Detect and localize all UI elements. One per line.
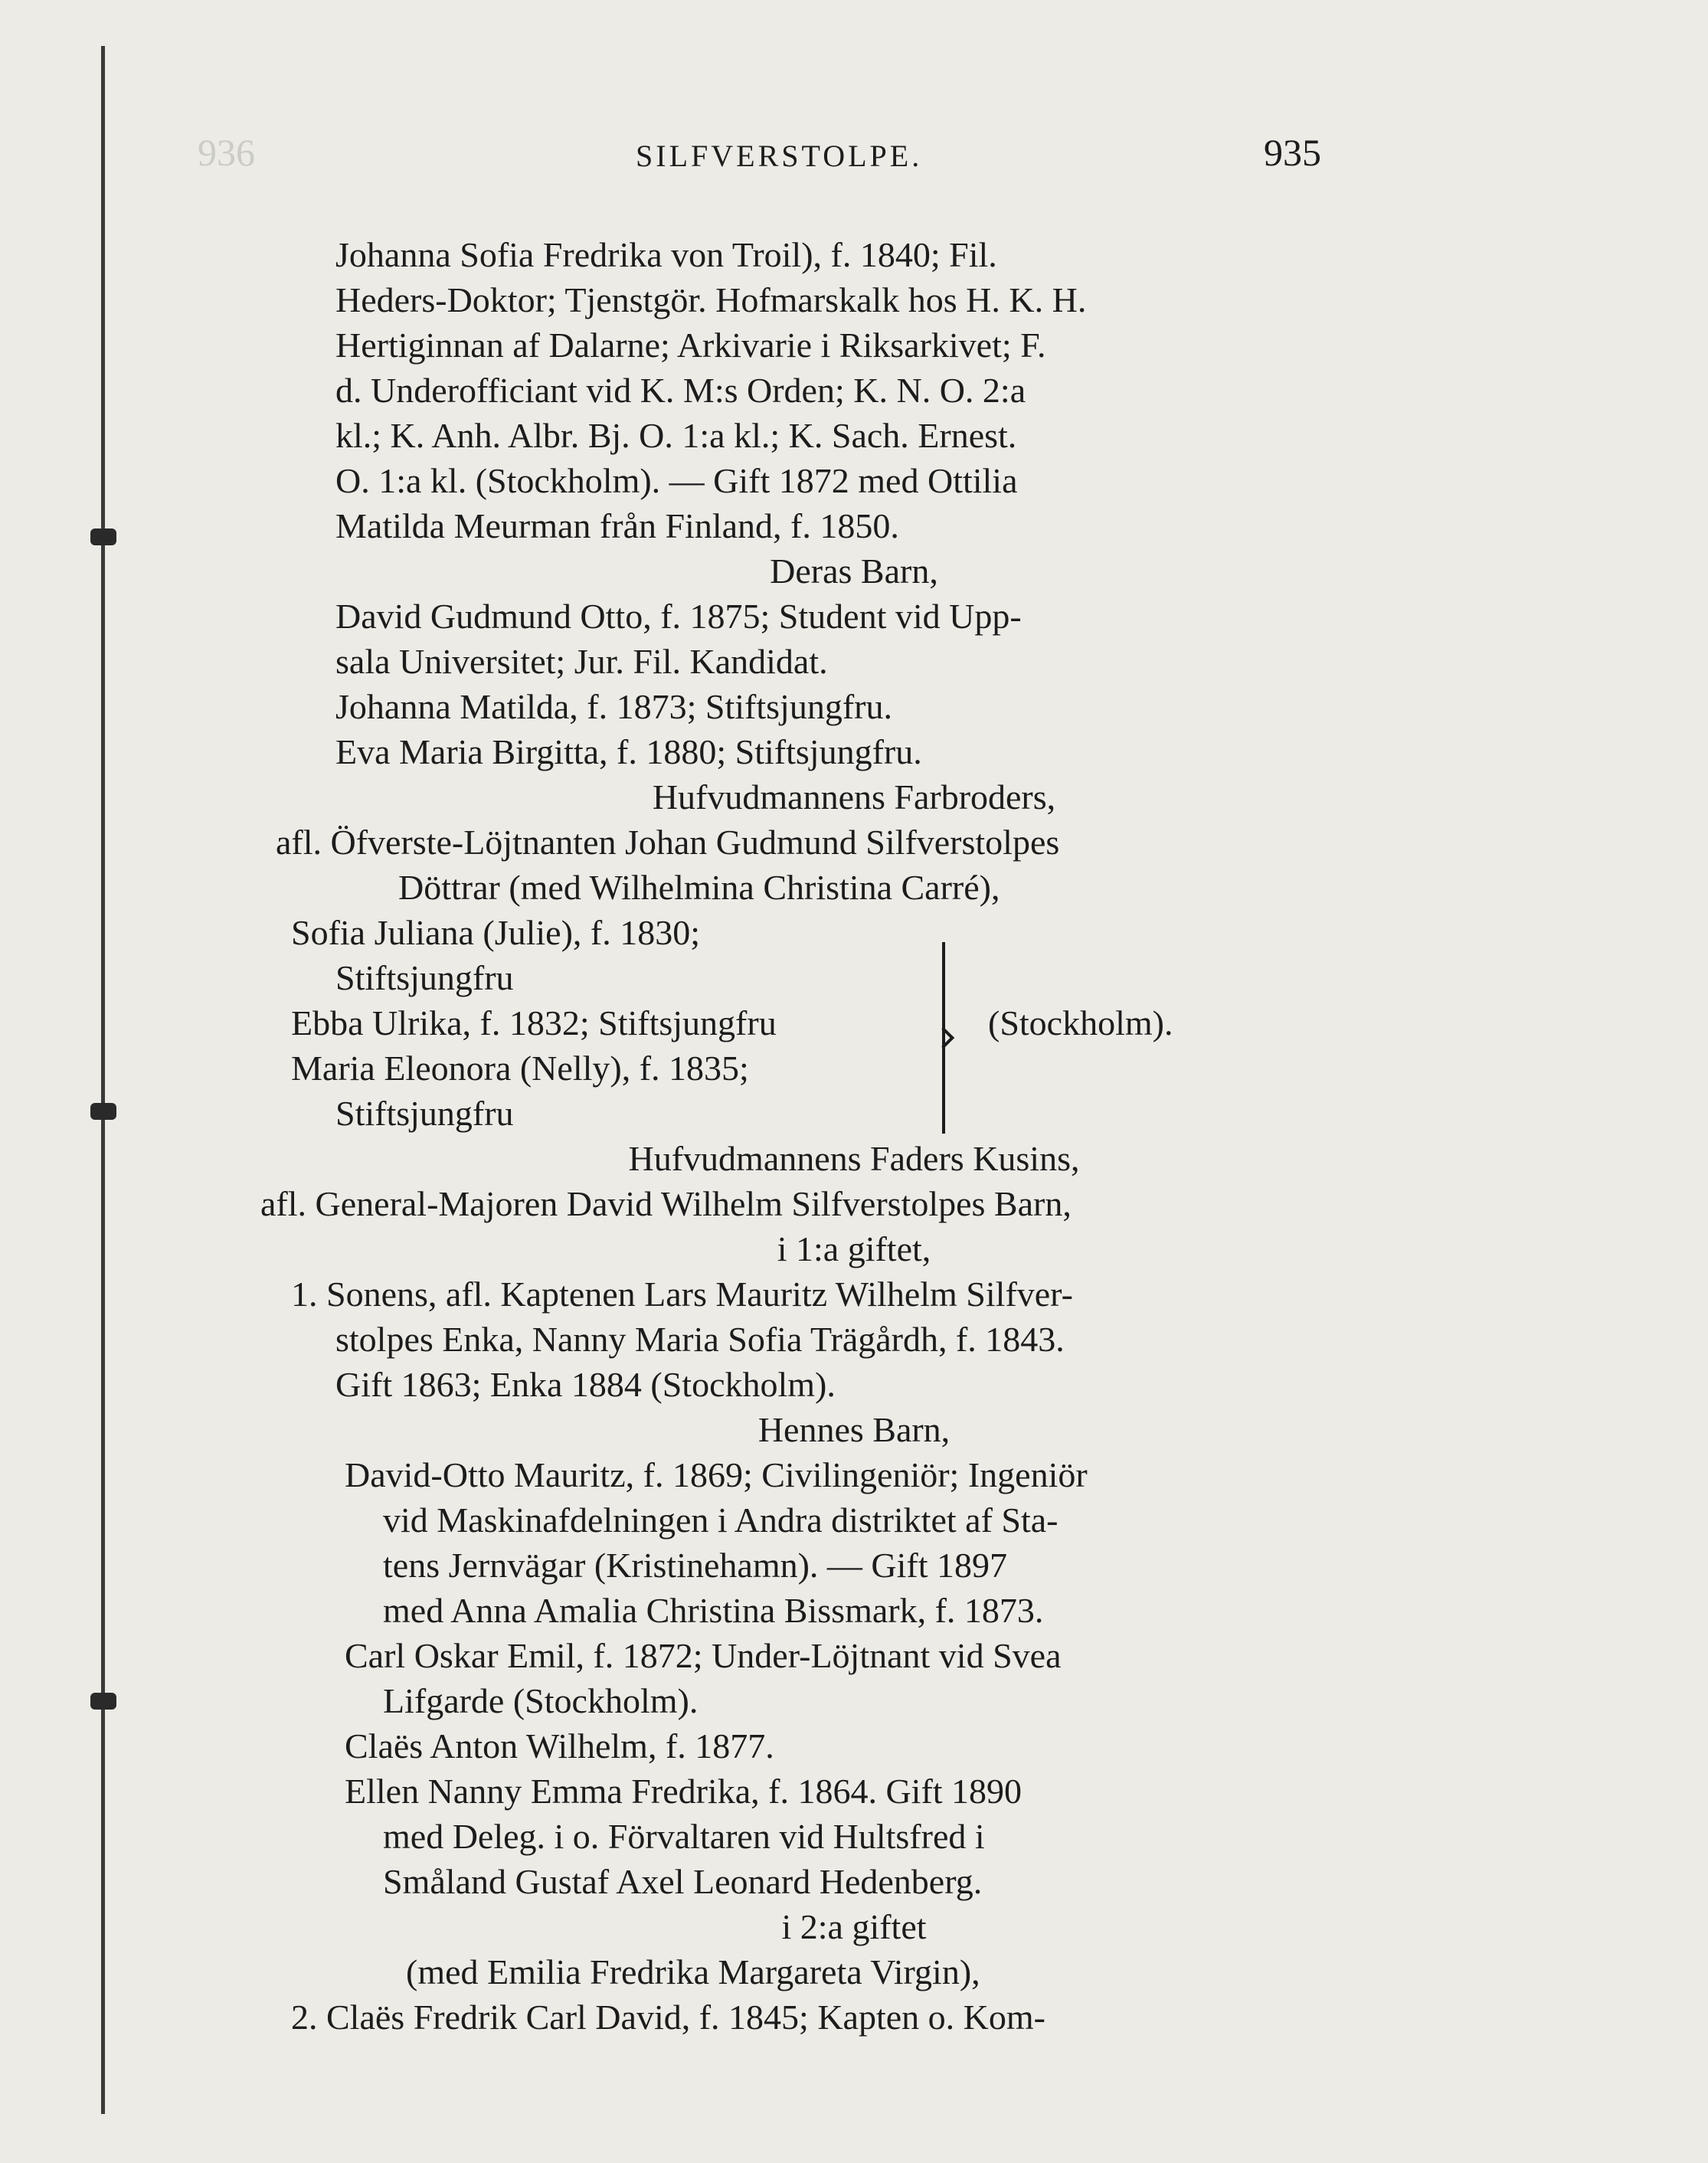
- text-line: afl. General-Majoren David Wilhelm Silfverstolpes Barn,: [260, 1184, 1072, 1223]
- text-line: tens Jernvägar (Kristinehamn). — Gift 1897: [383, 1546, 1008, 1585]
- text-line: Maria Eleonora (Nelly), f. 1835;: [291, 1049, 749, 1088]
- bleed-through-page-number: 936: [198, 131, 255, 174]
- text-line: kl.; K. Anh. Albr. Bj. O. 1:a kl.; K. Sach. Ernest.: [335, 416, 1017, 455]
- text-line: Hertiginnan af Dalarne; Arkivarie i Riksarkivet; F.: [335, 326, 1046, 365]
- text-line: David-Otto Mauritz, f. 1869; Civilingeniör; Ingeniör: [345, 1455, 1088, 1494]
- text-line: stolpes Enka, Nanny Maria Sofia Trägårdh, f. 1843.: [335, 1320, 1065, 1359]
- text-line: 2. Claës Fredrik Carl David, f. 1845; Kapten o. Kom-: [291, 1998, 1045, 2037]
- text-line: Döttrar (med Wilhelmina Christina Carré),: [398, 868, 1000, 907]
- text-line: d. Underofficiant vid K. M:s Orden; K. N. O. 2:a: [335, 371, 1026, 410]
- text-line: afl. Öfverste-Löjtnanten Johan Gudmund Silfverstolpes: [276, 823, 1060, 862]
- page-header: [0, 130, 1708, 184]
- text-line: Matilda Meurman från Finland, f. 1850.: [335, 506, 899, 545]
- text-line: Claës Anton Wilhelm, f. 1877.: [345, 1726, 774, 1765]
- spine-mark: [90, 1103, 116, 1120]
- section-heading: i 2:a giftet: [781, 1907, 927, 1946]
- text-line: Ebba Ulrika, f. 1832; Stiftsjungfru: [291, 1003, 777, 1042]
- text-line: 1. Sonens, afl. Kaptenen Lars Mauritz Wilhelm Silfver-: [291, 1275, 1073, 1314]
- section-heading: i 1:a giftet,: [777, 1229, 931, 1268]
- text-line: Heders-Doktor; Tjenstgör. Hofmarskalk hos H. K. H.: [335, 280, 1087, 319]
- spine-mark: [90, 528, 116, 545]
- text-line: med Deleg. i o. Förvaltaren vid Hultsfred i: [383, 1817, 985, 1856]
- section-heading: Hufvudmannens Faders Kusins,: [628, 1139, 1080, 1178]
- text-line: sala Universitet; Jur. Fil. Kandidat.: [335, 642, 828, 681]
- text-line: Lifgarde (Stockholm).: [383, 1681, 699, 1720]
- page-number: 935: [1264, 131, 1321, 174]
- text-line: Johanna Matilda, f. 1873; Stiftsjungfru.: [335, 687, 892, 726]
- text-line: Sofia Juliana (Julie), f. 1830;: [291, 913, 701, 952]
- text-line: Småland Gustaf Axel Leonard Hedenberg.: [383, 1862, 983, 1901]
- text-line: Johanna Sofia Fredrika von Troil), f. 1840; Fil.: [335, 235, 997, 274]
- grouping-brace: [942, 942, 973, 1134]
- section-heading: Hufvudmannens Farbroders,: [652, 777, 1056, 816]
- spine-mark: [90, 1693, 116, 1710]
- text-line: (med Emilia Fredrika Margareta Virgin),: [406, 1952, 980, 1991]
- text-line: med Anna Amalia Christina Bissmark, f. 1873.: [383, 1591, 1044, 1630]
- section-heading: Deras Barn,: [770, 551, 938, 591]
- text-line: Carl Oskar Emil, f. 1872; Under-Löjtnant vid Svea: [345, 1636, 1062, 1675]
- section-heading: Hennes Barn,: [757, 1410, 951, 1449]
- text-line: Stiftsjungfru: [335, 1094, 514, 1133]
- book-spine: [101, 46, 105, 2114]
- running-head: SILFVERSTOLPE.: [636, 139, 923, 173]
- text-line: Ellen Nanny Emma Fredrika, f. 1864. Gift 1890: [345, 1772, 1023, 1811]
- text-line: vid Maskinafdelningen i Andra distriktet af Sta-: [383, 1500, 1059, 1540]
- text-line: David Gudmund Otto, f. 1875; Student vid Upp-: [335, 597, 1022, 636]
- text-line: (Stockholm).: [988, 1003, 1173, 1042]
- text-line: O. 1:a kl. (Stockholm). — Gift 1872 med Ottilia: [335, 461, 1018, 500]
- text-line: Eva Maria Birgitta, f. 1880; Stiftsjungfru.: [335, 732, 922, 771]
- text-line: Stiftsjungfru: [335, 958, 514, 997]
- text-line: Gift 1863; Enka 1884 (Stockholm).: [335, 1365, 836, 1404]
